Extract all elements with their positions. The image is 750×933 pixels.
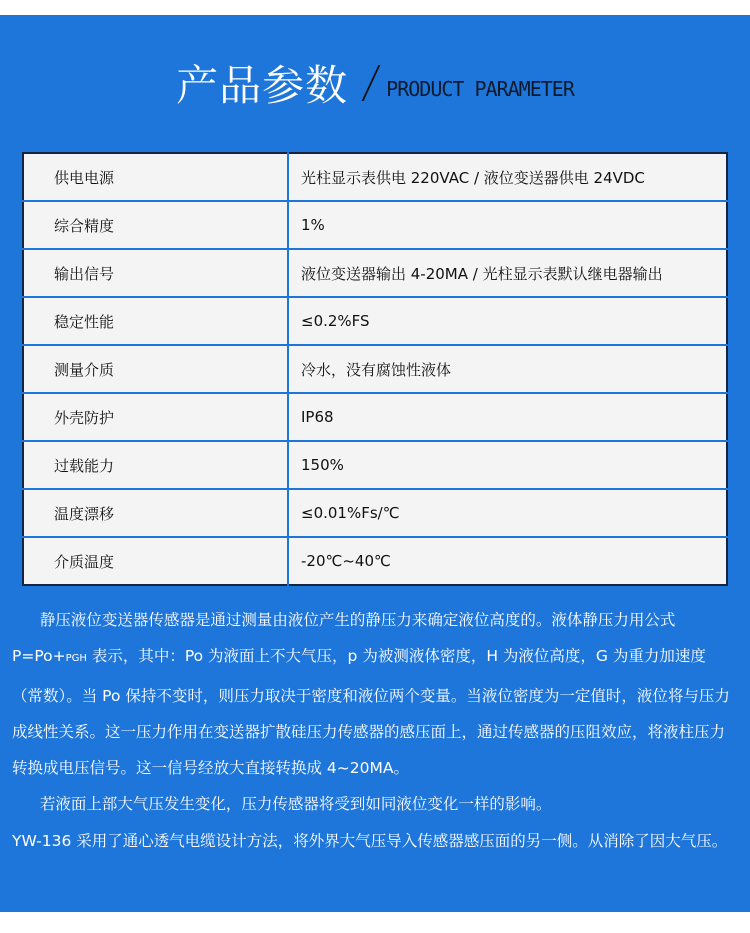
description-paragraph-2: 若液面上部大气压发生变化，压力传感器将受到如同液位变化一样的影响。 bbox=[39, 795, 552, 814]
spec-label: 过载能力 bbox=[23, 441, 288, 489]
spec-value: 液位变送器输出 4-20MA / 光柱显示表默认继电器输出 bbox=[288, 249, 727, 297]
title-english: PRODUCT PARAMETER bbox=[386, 77, 574, 101]
spec-value: ≤0.2%FS bbox=[288, 297, 727, 345]
spec-value: 光柱显示表供电 220VAC / 液位变送器供电 24VDC bbox=[288, 153, 727, 201]
spec-label: 测量介质 bbox=[23, 345, 288, 393]
description bbox=[12, 602, 734, 859]
description-paragraph-3: YW-136 采用了通心透气电缆设计方法，将外界大气压导入传感器感压面的另一侧。从消除了因大气压。 bbox=[12, 831, 728, 850]
spec-label: 稳定性能 bbox=[23, 297, 288, 345]
table-row bbox=[23, 201, 727, 249]
table-row bbox=[23, 153, 727, 201]
content-panel bbox=[0, 15, 750, 912]
description-paragraph-1 bbox=[12, 602, 734, 786]
table-row bbox=[23, 537, 727, 585]
title-chinese: 产品参数 bbox=[176, 61, 349, 110]
spec-value: 1% bbox=[288, 201, 727, 249]
spec-label: 供电电源 bbox=[23, 153, 288, 201]
spec-label: 温度漂移 bbox=[23, 489, 288, 537]
spec-value: IP68 bbox=[288, 393, 727, 441]
table-row bbox=[23, 441, 727, 489]
spec-label: 外壳防护 bbox=[23, 393, 288, 441]
formula-subscript: PGH bbox=[65, 653, 87, 665]
spec-value: 150% bbox=[288, 441, 727, 489]
table-row bbox=[23, 249, 727, 297]
table-row bbox=[23, 393, 727, 441]
spec-label: 输出信号 bbox=[23, 249, 288, 297]
title-divider bbox=[362, 65, 381, 101]
spec-label: 介质温度 bbox=[23, 537, 288, 585]
paragraph-text: 静压液位变送器传感器是通过测量由液位产生的静压力来确定液位高度的。液体静压力用公式 P=Po+ bbox=[12, 611, 676, 666]
parameter-table bbox=[22, 152, 728, 586]
spec-value: -20℃~40℃ bbox=[288, 537, 727, 585]
spec-value: 冷水，没有腐蚀性液体 bbox=[288, 345, 727, 393]
section-title bbox=[0, 53, 750, 113]
table-row bbox=[23, 489, 727, 537]
table-row bbox=[23, 297, 727, 345]
paragraph-text: 表示，其中：Po 为液面上不大气压，p 为被测液体密度，H 为液位高度，G 为重力加速度（常数）。当 Po 保持不变时，则压力取决于密度和液位两个变量。当液位密度为一定值时，液位将与压力成线性关系。这一压力作用在变送器扩散硅压力传感器的感压面上，通过传感器的压阻效应，将液柱压力转换成电压信号。这一信号经放大直接转换成 4~20MA。 bbox=[12, 647, 730, 778]
table-row bbox=[23, 345, 727, 393]
spec-value: ≤0.01%Fs/℃ bbox=[288, 489, 727, 537]
spec-label: 综合精度 bbox=[23, 201, 288, 249]
